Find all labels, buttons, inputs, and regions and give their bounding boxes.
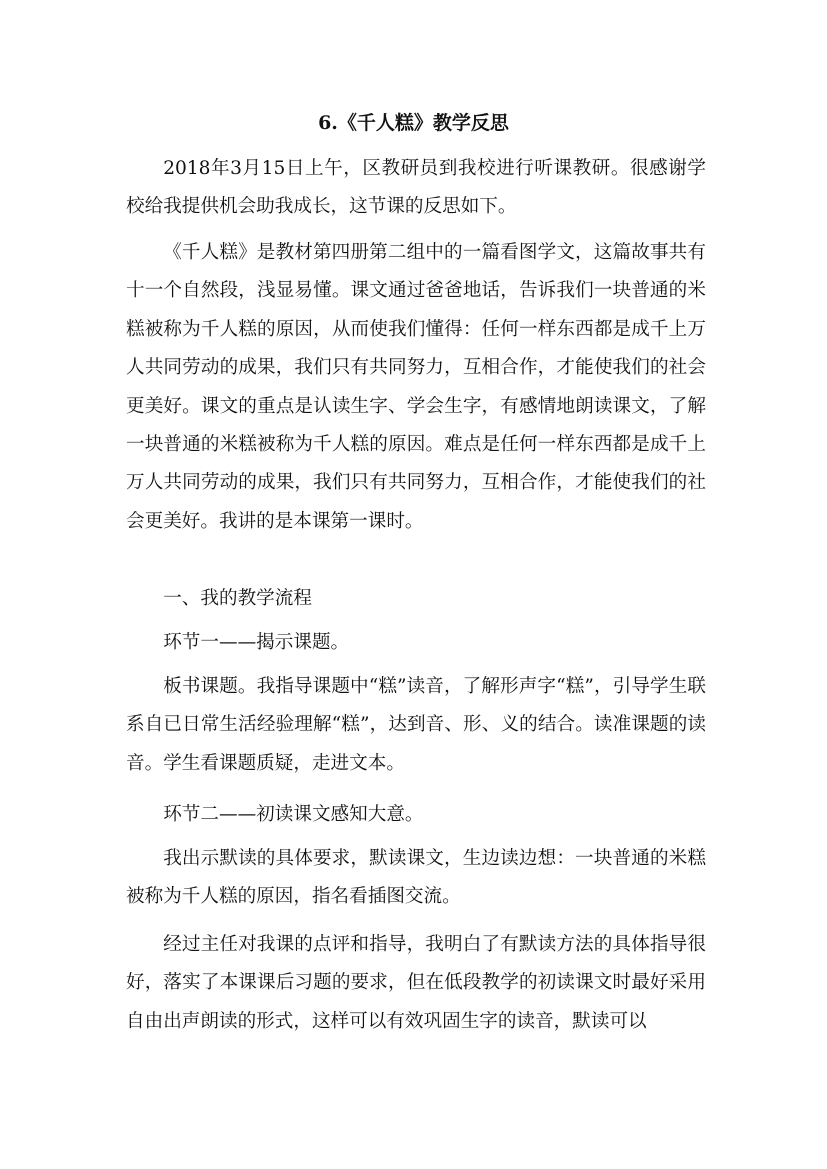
step-heading-two: 环节二——初读课文感知大意。 (163, 804, 424, 825)
step-heading-one: 环节一——揭示课题。 (163, 632, 350, 653)
paragraph-reflection: 经过主任对我课的点评和指导，我明白了有默读方法的具体指导很好，落实了本课课后习题的要求，但在低段教学的初读课文时最好采用自由出声朗读的形式，这样可以有效巩固生字的读音，默读可以 (126, 934, 706, 1032)
paragraph-step-one: 板书课题。我指导课题中“糕”读音，了解形声字“糕”，引导学生联系自已日常生活经验理解“糕”，达到音、形、义的结合。读准课题的读音。学生看课题质疑，走进文本。 (126, 676, 706, 774)
document-title: 6.《千人糕》教学反思 (318, 112, 509, 134)
paragraph-lesson-overview: 《千人糕》是教材第四册第二组中的一篇看图学文，这篇故事共有十一个自然段，浅显易懂。课文通过爸爸地话，告诉我们一块普通的米糕被称为千人糕的原因，从而使我们懂得：任何一样东西都是成千上万人共同劳动的成果，我们只有共同努力，互相合作，才能使我们的社会更美好。课文的重点是认读生字、学会生字，有感情地朗读课文，了解一块普通的米糕被称为千人糕的原因。难点是任何一样东西都是成千上万人共同劳动的成果，我们只有共同努力，互相合作，才能使我们的社会更美好。我讲的是本课第一课时。 (126, 242, 706, 532)
paragraph-step-two: 我出示默读的具体要求，默读课文，生边读边想：一块普通的米糕被称为千人糕的原因，指名看插图交流。 (126, 848, 706, 908)
paragraph-intro: 2018年3月15日上午，区教研员到我校进行听课教研。很感谢学校给我提供机会助我成长，这节课的反思如下。 (126, 158, 706, 218)
section-heading-teaching-process: 一、我的教学流程 (163, 588, 312, 609)
